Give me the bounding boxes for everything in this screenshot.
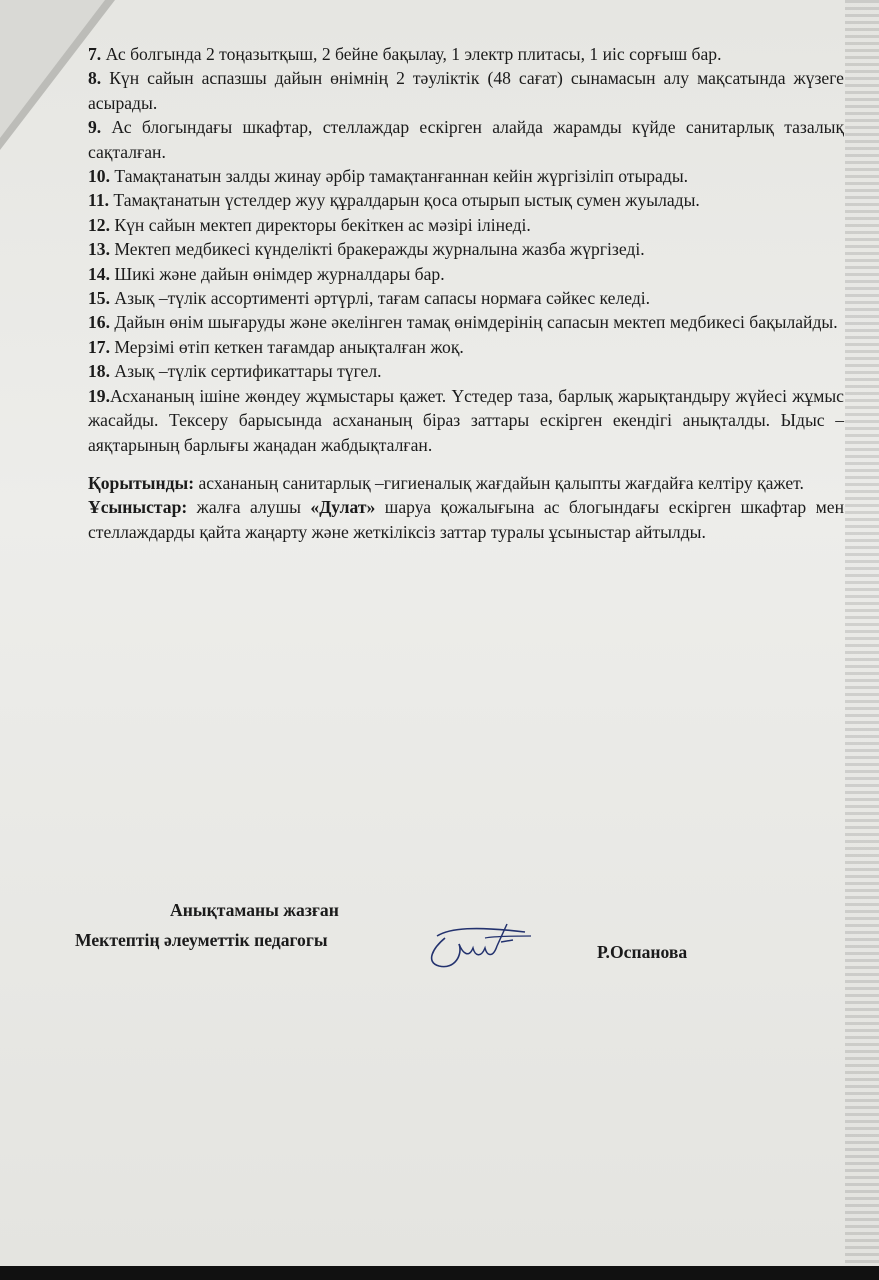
signer-role: Мектептің әлеуметтік педагогы xyxy=(75,930,328,950)
item-text: Мерзімі өтіп кеткен тағамдар анықталған жоқ. xyxy=(110,336,464,357)
item-text: Азық –түлік ассортименті әртүрлі, тағам сапасы нормаға сәйкес келеді. xyxy=(110,288,651,309)
list-item xyxy=(88,286,844,310)
item-text: Ас блогындағы шкафтар, стеллаждар ескірген алайда жарамды күйде санитарлық тазалық сақталған. xyxy=(88,117,844,162)
list-item xyxy=(88,188,844,212)
list-item xyxy=(88,384,844,457)
item-number: 13. xyxy=(88,239,110,260)
list-item xyxy=(88,115,844,164)
recommendation-text-after: шаруа қожалығына ас блогындағы ескірген шкафтар мен стеллаждарды қайта жаңарту және жеткіліксіз заттар туралы ұсыныстар айтылды. xyxy=(88,497,844,542)
list-item xyxy=(88,66,844,115)
item-text: Мектеп медбикесі күнделікті бракеражды журналына жазба жүргізеді. xyxy=(110,239,645,260)
recommendation-text-before: жалға алушы xyxy=(187,497,311,518)
item-number: 17. xyxy=(88,336,110,357)
spacer xyxy=(88,457,844,471)
recommendation-label: Ұсыныстар: xyxy=(88,497,188,518)
item-number: 18. xyxy=(88,361,110,382)
conclusion-paragraph xyxy=(88,471,844,495)
list-item xyxy=(88,262,844,286)
conclusion-label: Қорытынды: xyxy=(88,472,195,493)
scan-bottom-edge xyxy=(0,1266,879,1280)
document-body xyxy=(88,42,844,544)
item-text: Азық –түлік сертификаттары түгел. xyxy=(110,361,382,382)
list-item xyxy=(88,164,844,188)
item-number: 9. xyxy=(88,117,102,138)
scan-edge-noise xyxy=(845,0,879,1280)
item-text: Тамақтанатын залды жинау әрбір тамақтанғаннан кейін жүргізіліп отырады. xyxy=(110,166,689,187)
handwritten-signature xyxy=(415,914,535,974)
conclusion-text: асхананың санитарлық –гигиеналық жағдайын қалыпты жағдайға келтіру қажет. xyxy=(194,472,804,493)
list-item xyxy=(88,310,844,334)
item-number: 7. xyxy=(88,44,102,64)
farm-name: «Дулат» xyxy=(310,497,376,518)
item-text: Ас болгында 2 тоңазытқыш, 2 бейне бақылау, 1 электр плитасы, 1 иіс сорғыш бар. xyxy=(101,44,722,64)
item-text: Асхананың ішіне жөндеу жұмыстары қажет. Үстедер таза, барлық жарықтандыру жүйесі жұмыс жасайды. Тексеру барысында асхананың біраз заттары ескірген екендігі анықталды. Ыдыс –аяқтарының барлығы жаңадан жабдықталған. xyxy=(88,385,844,455)
item-number: 12. xyxy=(88,214,110,235)
item-number: 10. xyxy=(88,166,110,187)
item-text: Шикі және дайын өнімдер журналдары бар. xyxy=(110,263,445,284)
item-text: Тамақтанатын үстелдер жуу құралдарын қоса отырып ыстық сумен жуылады. xyxy=(109,190,700,211)
signature-block xyxy=(75,900,775,980)
item-text: Күн сайын аспазшы дайын өнімнің 2 тәуліктік (48 сағат) сынамасын алу мақсатында жүзеге асырады. xyxy=(88,68,844,113)
list-item xyxy=(88,335,844,359)
item-text: Күн сайын мектеп директоры бекіткен ас мәзірі ілінеді. xyxy=(110,214,531,235)
list-item xyxy=(88,213,844,237)
item-text: Дайын өнім шығаруды және әкелінген тамақ өнімдерінің сапасын мектеп медбикесі бақылайды. xyxy=(110,312,838,333)
signer-name: Р.Оспанова xyxy=(597,942,688,962)
recommendation-paragraph xyxy=(88,495,844,544)
item-number: 11. xyxy=(88,190,110,211)
item-number: 19. xyxy=(88,385,110,406)
item-number: 16. xyxy=(88,312,110,333)
signature-title: Анықтаманы жазған xyxy=(170,900,339,920)
list-item xyxy=(88,359,844,383)
list-item xyxy=(88,42,844,66)
item-number: 8. xyxy=(88,68,102,89)
item-number: 14. xyxy=(88,263,110,284)
item-number: 15. xyxy=(88,288,110,309)
list-item xyxy=(88,237,844,261)
